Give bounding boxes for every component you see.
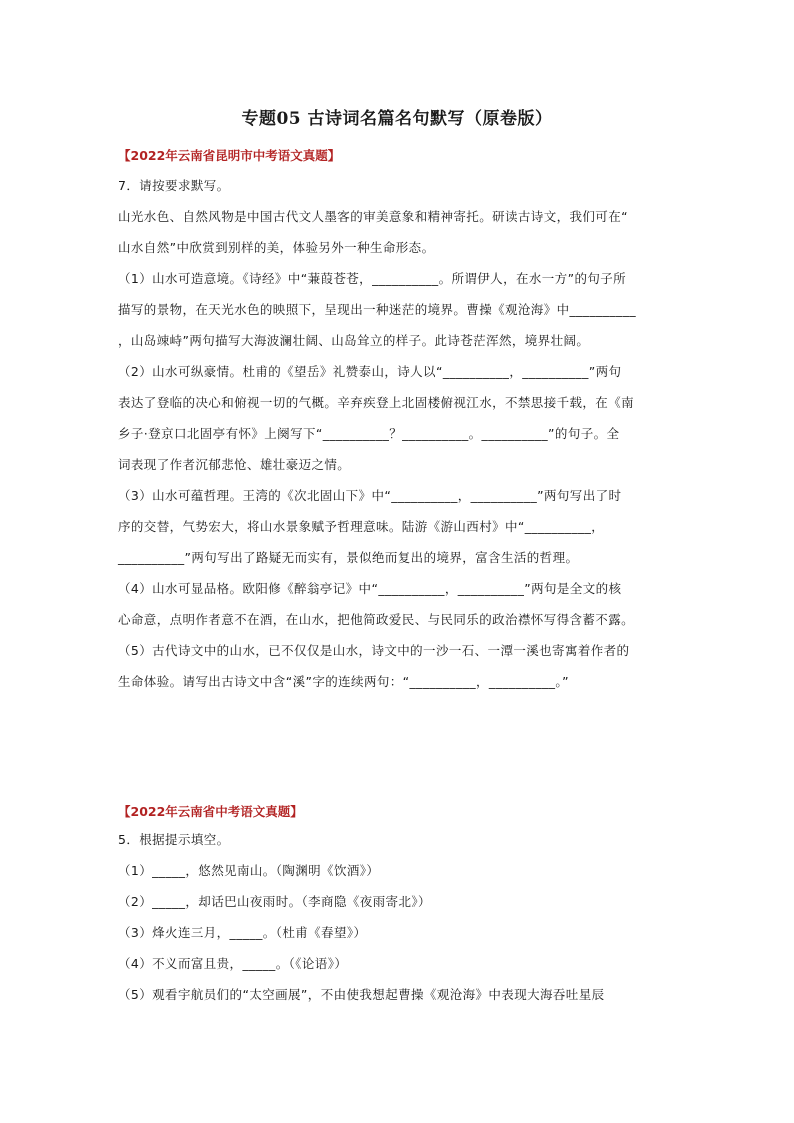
- question-7-item-4-line: 心命意，点明作者意不在酒，在山水，把他简政爱民、与民同乐的政治襟怀写得含蓄不露。: [118, 612, 635, 627]
- question-7-item-2-line: 词表现了作者沉郁悲怆、雄壮豪迈之情。: [118, 457, 351, 472]
- question-7-intro-line: 山水自然”中欣赏到别样的美，体验另外一种生命形态。: [118, 240, 435, 255]
- question-7-item-2-line: （2）山水可纵豪情。杜甫的《望岳》礼赞泰山，诗人以“__________，__________”两句: [118, 364, 622, 379]
- question-7-item-5-line: 生命体验。请写出古诗文中含“溪”字的连续两句：“__________，__________。”: [118, 674, 569, 689]
- question-7-item-4-line: （4）山水可显品格。欧阳修《醉翁亭记》中“__________，__________”两句是全文的核: [118, 581, 622, 596]
- question-5-item-3: （3）烽火连三月，_____。（杜甫《春望》）: [118, 925, 367, 940]
- question-5-item-2: （2）_____，却话巴山夜雨时。（李商隐《夜雨寄北》）: [118, 894, 431, 909]
- question-5-item-5: （5）观看宇航员们的“太空画展”，不由使我想起曹操《观沧海》中表现大海吞吐星辰: [118, 987, 605, 1002]
- question-7-item-3-line: 序的交替，气势宏大，将山水景象赋予哲理意味。陆游《游山西村》中“__________，: [118, 519, 605, 534]
- section-2-header: 【2022年云南省中考语文真题】: [118, 804, 303, 819]
- question-5-item-1: （1）_____，悠然见南山。（陶渊明《饮酒》）: [118, 863, 380, 878]
- question-7-item-2-line: 表达了登临的决心和俯视一切的气概。辛弃疾登上北固楼俯视江水，不禁思接千载，在《南: [118, 395, 635, 410]
- question-7-prompt: 7．请按要求默写。: [118, 178, 230, 193]
- question-7-item-3-line: __________”两句写出了路疑无而实有，景似绝而复出的境界，富含生活的哲理。: [118, 550, 579, 565]
- section-1-header: 【2022年云南省昆明市中考语文真题】: [118, 148, 341, 163]
- question-7-item-3-line: （3）山水可蕴哲理。王湾的《次北固山下》中“__________，__________”两句写出了时: [118, 488, 622, 503]
- question-5-prompt: 5．根据提示填空。: [118, 832, 230, 847]
- question-7-intro-line: 山光水色、自然风物是中国古代文人墨客的审美意象和精神寄托。研读古诗文，我们可在“: [118, 209, 628, 224]
- question-7-item-1-line: （1）山水可造意境。《诗经》中“蒹葭苍苍，__________。所谓伊人，在水一方”的句子所: [118, 271, 627, 286]
- question-7-item-1-line: ，山岛竦峙”两句描写大海波澜壮阔、山岛耸立的样子。此诗苍茫浑然，境界壮阔。: [118, 333, 590, 348]
- question-7-item-5-line: （5）古代诗文中的山水，已不仅仅是山水，诗文中的一沙一石、一潭一溪也寄寓着作者的: [118, 643, 630, 658]
- page-title: 专题05 古诗词名篇名句默写（原卷版）: [241, 109, 553, 129]
- question-7-item-1-line: 描写的景物，在天光水色的映照下，呈现出一种迷茫的境界。曹操《观沧海》中__________: [118, 302, 637, 317]
- question-7-item-2-line: 乡子·登京口北固亭有怀》上阕写下“__________？__________。__________”的句子。全: [118, 426, 620, 441]
- question-5-item-4: （4）不义而富且贵，_____。（《论语》）: [118, 956, 348, 971]
